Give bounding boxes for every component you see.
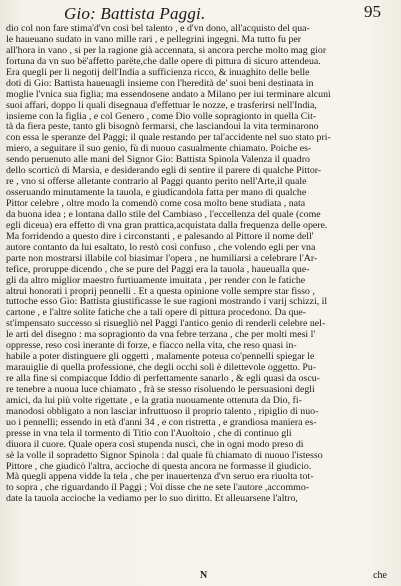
text-line: altrui honorati i proprij pennelli . Et a questa opinione volle sempre star fisso , <box>6 286 315 297</box>
text-line: tefice, proruppe dicendo , che se pure del Paggi era la tauola , haueualla que- <box>6 264 310 275</box>
text-line: Mà quegli appena vidde la tela , che per inauertenza d'vn seruo era riuolta tot- <box>6 472 314 483</box>
text-line: presse in vna tela il tormento di Titio con l'Auoltoio , che di continuo gli <box>6 428 292 439</box>
text-line: all'hora in vano , si per la ragione già accennata, si ancora perche molto mag gior <box>6 45 327 56</box>
text-line: sendo peruenuto alle mani del Signor Gio: Battista Spinola Valenza il quadro <box>6 155 310 166</box>
text-line: Era quegli per li negotij dell'India a sufficienza ricco, & inuaghito delle belle <box>6 67 310 78</box>
text-line: dello scorticò di Marsia, e desiderando egli di sentire il parere di qualche Pittor- <box>6 166 322 177</box>
text-line: suoi affari, doppo li quali disegnaua d'effettuar le nozze, e trasferirsi nell'India, <box>6 100 317 111</box>
text-line: Pittor celebre , oltre modo la comendò come cosa molto bene studiata , nata <box>6 199 306 209</box>
text-line: fortuna da vn suo bë'affetto parëte,che dalle opere di pittura di sicuro attendeua. <box>6 56 321 67</box>
text-line: diuora il cuore. Quale opera così stupenda nuscì, che in ogni modo preso di <box>6 439 304 450</box>
running-head <box>0 2 401 22</box>
text-line: insieme con la figlia , e col Genero , come Dio volle sopragionto in quella Cit- <box>6 111 317 122</box>
catchword: che <box>373 570 387 581</box>
text-line: parte non mostrarsi illabile col biasimar l'opera , ne humiliarsi a celebrare l'Ar- <box>6 253 318 264</box>
text-line: da buona idea ; e lontana dallo stile del Cambiaso , l'eccellenza del quale (come <box>6 209 321 220</box>
running-title: Gio: Battista Paggi. <box>64 4 206 23</box>
text-line: amici, da lui più volte rigettate , e la gratia nuouamente ottenuta da Dio, fi- <box>6 395 302 406</box>
text-line: osseruando minutamente la tauola, e giudicandola fatta per mano di qualche <box>6 188 307 199</box>
text-line: to sopra , che riguardando il Paggi ; Voi disse che ne sete l'autore ,accommo- <box>6 483 310 494</box>
text-line: le haueuano sudato in vano mille rari , e pellegrini ingegni. Ma tutto fu per <box>6 34 302 45</box>
text-line: miero, a seguitare il suo genio, fù di nuouo casualmente chiamato. Poiche es- <box>6 144 312 155</box>
page-number: 95 <box>364 2 381 21</box>
text-line: Ma forridendo a questo dire i circonstanti , e palesando al Pittore il nome dell' <box>6 231 314 242</box>
text-line: date la tauola accioche la vediamo per lo suo diritto. Et alleuarsene l'altro, <box>6 494 298 505</box>
text-line: st'impensato successo si risuegliò nel Paggi l'antico genio di renderli celebre nel- <box>6 319 326 330</box>
text-line: Pittore , che giudicò l'altra, accioche di questa ancora ne formasse il giudicio. <box>6 461 312 472</box>
text-line: habile a poter distinguere gli oggetti , malamente poteua co'pennelli spiegar le <box>6 352 315 363</box>
text-line: moglie l'vnica sua figlia; ma essendosene andato a Milano per iui terminare alcunì <box>6 89 331 100</box>
text-line: dio col non fare stima'd'vn così bel talento , e d'vn dono, all'acquisto del qua- <box>6 24 310 34</box>
text-line: doti di Gio: Battista haueuagli insieme con l'heredità de' suoi beni destinata in <box>6 78 314 89</box>
text-line: re tenebre a nuoua luce chiamato , frà se stesso risoluendo le persuasioni degli <box>6 384 315 395</box>
signature-mark: N <box>200 570 208 581</box>
text-line: egli diceua) era effetto di vna gran prattica,acquistata dalla frequenza delle opere. <box>6 220 328 231</box>
text-line: tà da fiera peste, tanto gli bisognò fermarsi, che lasciandoui la vita terminarono <box>6 122 319 133</box>
text-line: con essa le speranze del Paggi; il quale restando per tal'accidente nel suo stato pri- <box>6 133 331 144</box>
text-line: cartone , e l'altre solite fatiche che a tali opere di pittura procedono. Da que- <box>6 308 307 319</box>
text-line: uo i pennelli; essendo in età d'anni 34 , e con ristretta , e grandiosa maniera es- <box>6 417 317 428</box>
page-footer <box>0 570 401 584</box>
text-line: marauiglie di quella professione, che degli occhi solì è dilettevole oggetto. Pu- <box>6 363 317 374</box>
body-text <box>6 24 392 505</box>
text-line: sè la volle il sopradetto Signor Spinola : dal quale fù chiamato di nuouo l'istesso <box>6 450 323 461</box>
text-line: autore contanto da lui esaltato, lo restò così confuso , che volendo egli per vna <box>6 242 316 253</box>
text-line: le arti del disegno : ma sopragionto da vna febre terzana , che per molti mesi l' <box>6 330 316 341</box>
text-line: manodosi obbligato a non lasciar infruttuoso il proprio talento , ripiglio di nuo- <box>6 406 319 417</box>
text-line: oppresse, reso così inerante di forze, e fiacco nella vita, che reso quasi in- <box>6 341 297 352</box>
text-line: gli da altro miglior maestro furtiuamente imuitata , per render con le fatiche <box>6 275 306 286</box>
text-line: re , vno si offerse alletante contrario al Paggi quanto perito nell'Arte,il quale <box>6 177 307 188</box>
text-line: tuttoche esso Gio: Battista giustificasse le sue ragioni mostrando i varij schizzi, il <box>6 297 328 308</box>
text-line: re alla fine si compiacque Iddio di perfettamente sanarlo , & egli quasi da oscu- <box>6 374 320 384</box>
